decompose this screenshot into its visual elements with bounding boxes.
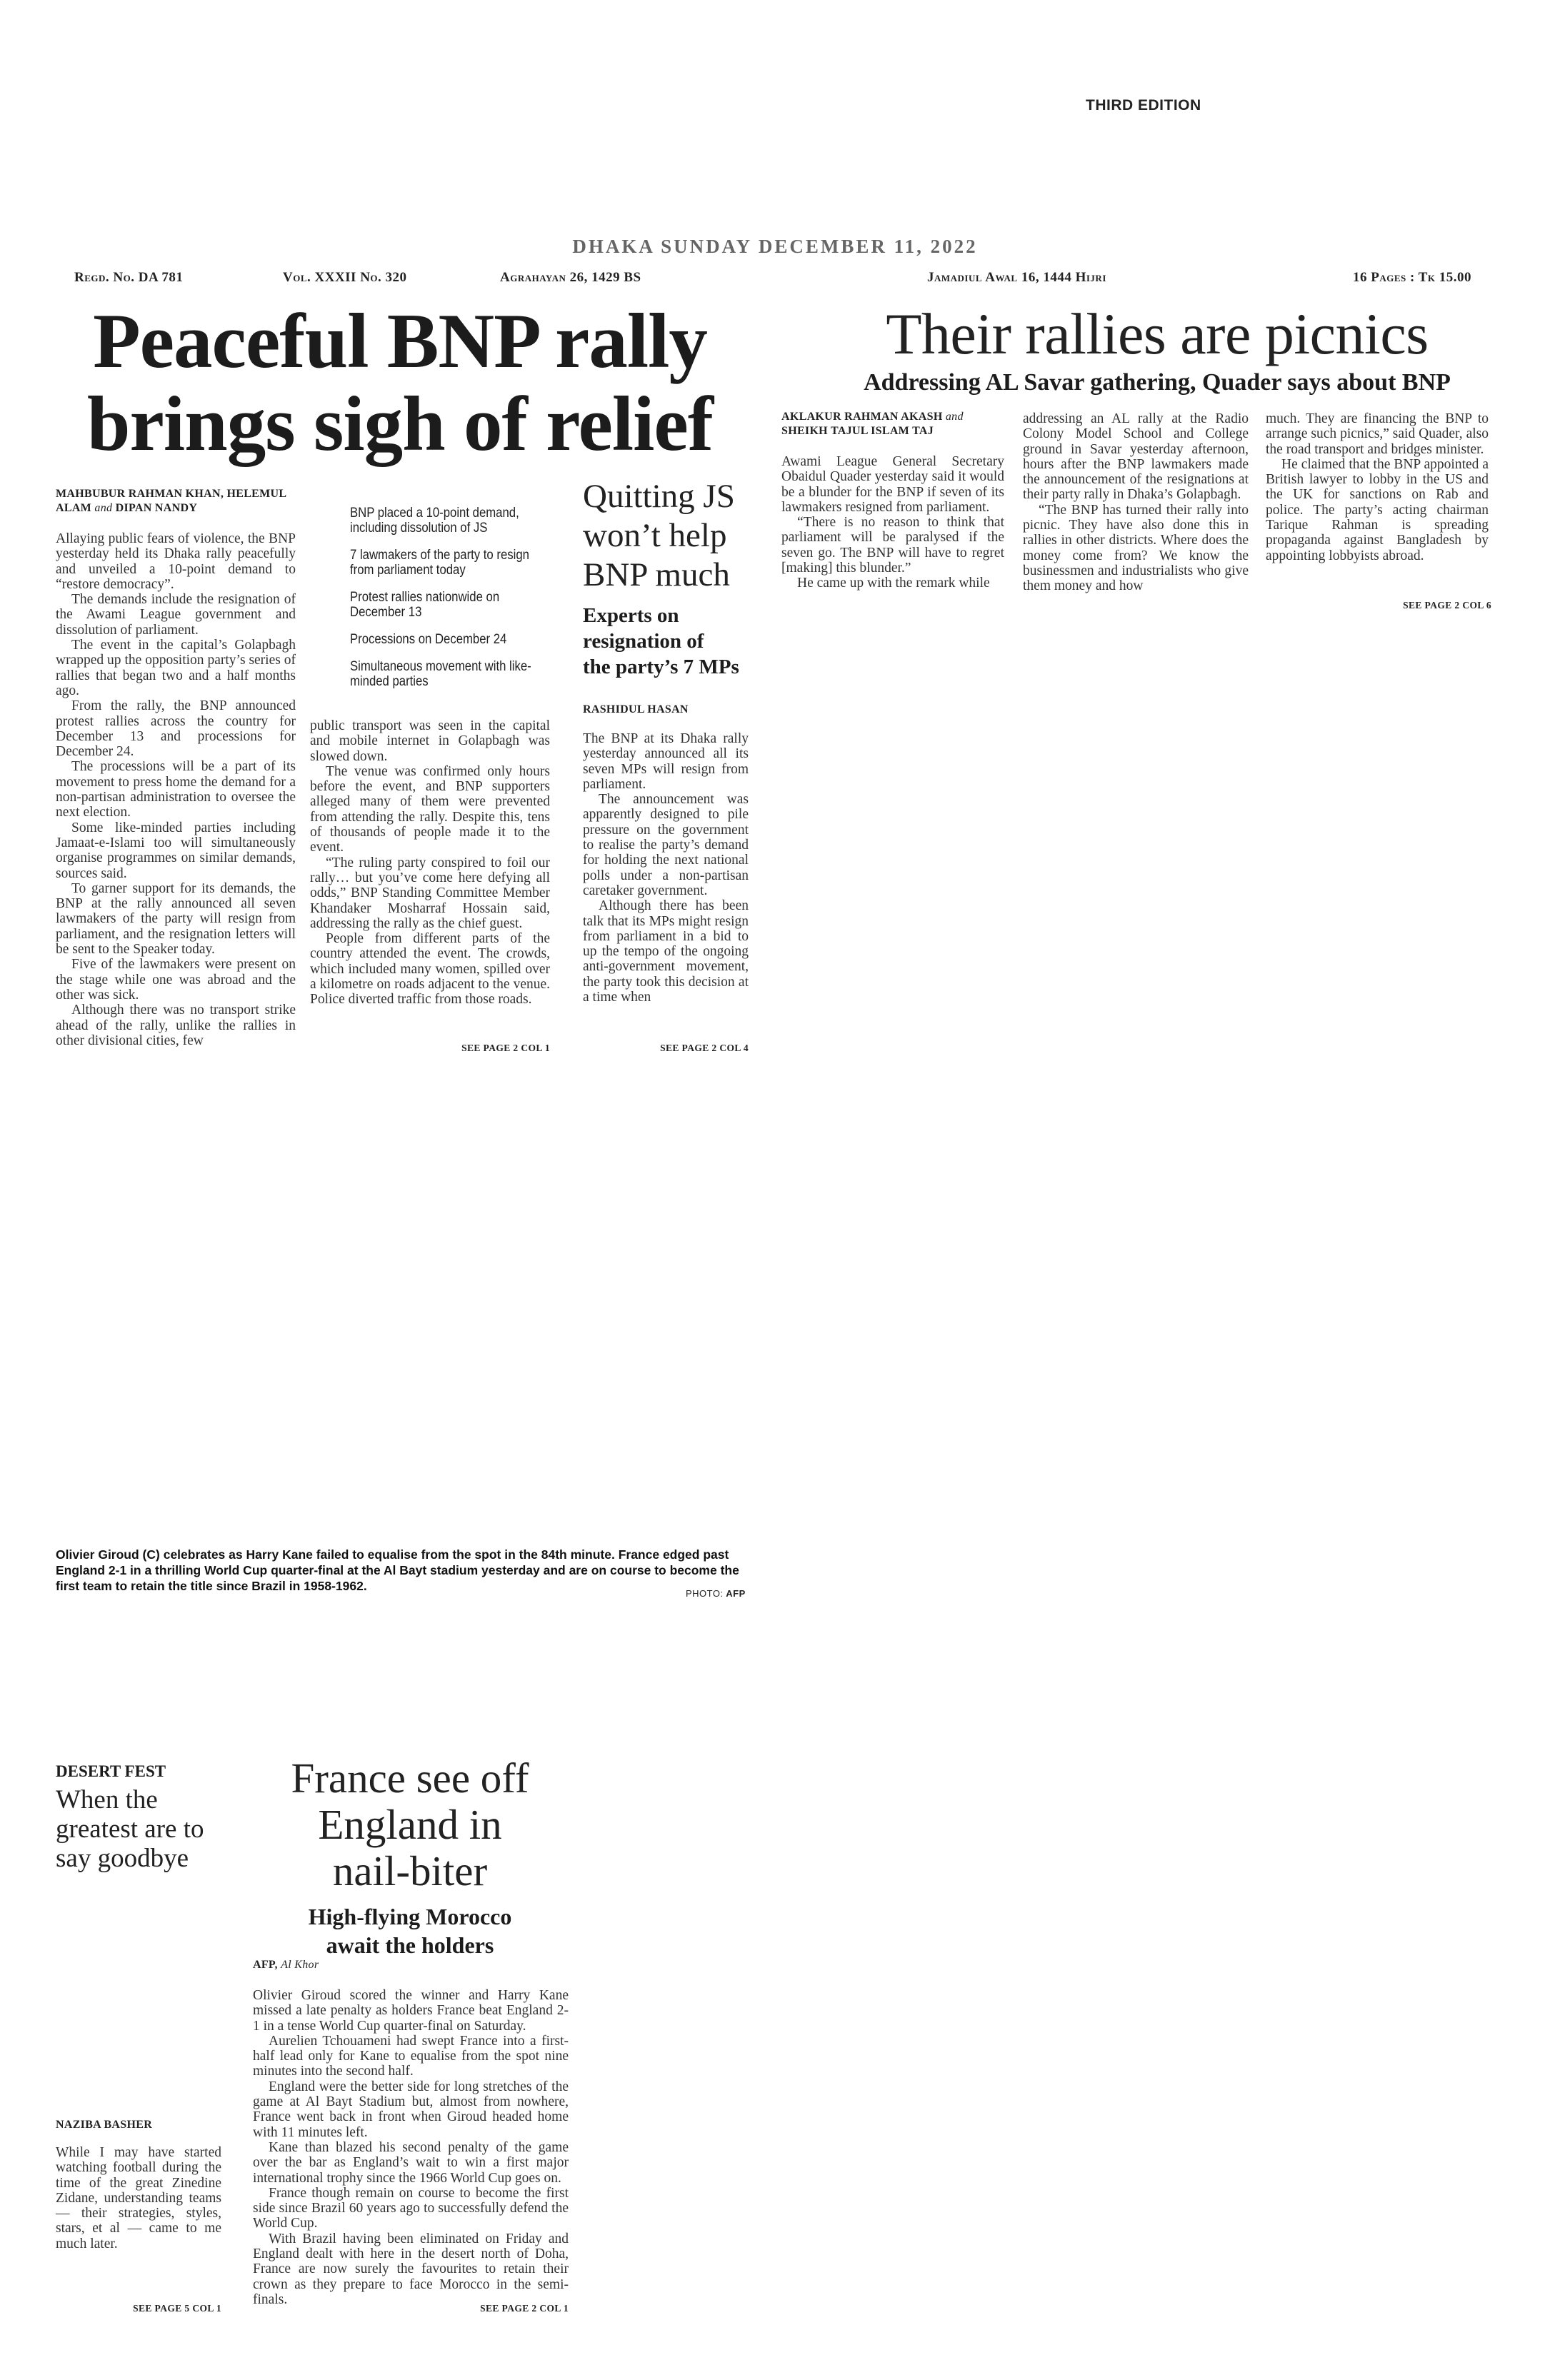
js-byline: RASHIDUL HASAN <box>583 703 689 715</box>
js-body <box>583 731 749 1005</box>
lead-byline-last: DIPAN NANDY <box>115 502 198 514</box>
js-jump-link[interactable]: SEE PAGE 2 COL 4 <box>660 1043 749 1053</box>
js-subhead-line: the party’s 7 MPs <box>583 656 739 678</box>
picnic-byline <box>781 410 1017 438</box>
picnic-subhead: Addressing AL Savar gathering, Quader says about BNP <box>864 369 1451 396</box>
lead-paragraph: The venue was confirmed only hours before the event, and BNP supporters alleged many of them were prevented from attending the rally. Despite this, tens of thousands of people made it to the event. <box>310 763 550 855</box>
lead-paragraph: To garner support for its demands, the BNP at the rally announced all seven lawmakers of the party will resign from parliament, and the resignation letters will be sent to the Speaker today. <box>56 880 296 958</box>
desert-fest-headline <box>56 1785 270 1873</box>
js-headline <box>583 477 761 595</box>
js-subhead-line: Experts on <box>583 604 679 627</box>
desert-fest-byline: NAZIBA BASHER <box>56 2119 153 2131</box>
js-subhead-line: resignation of <box>583 630 704 653</box>
france-jump-link[interactable]: SEE PAGE 2 COL 1 <box>480 2303 569 2314</box>
js-paragraph: Although there has been talk that its MPs might resign from parliament in a bid to up the tempo of the ongoing anti-government movement, the party took this decision at a time when <box>583 898 749 1005</box>
volume-number: Vol. XXXII No. 320 <box>283 270 407 285</box>
js-paragraph: The announcement was apparently designed to pile pressure on the government to realise the party’s demand for holding the next national polls under a non-partisan caretaker government. <box>583 792 749 898</box>
lead-byline-names: MAHBUBUR RAHMAN KHAN, HELEMUL ALAM <box>56 488 286 514</box>
highlight-item: Processions on December 24 <box>350 632 507 647</box>
france-subhead-line: High-flying Morocco <box>308 1904 512 1929</box>
picnic-paragraph: He claimed that the BNP appointed a British lawyer to lobby in the US and the UK for sanctions on Rab and police. The party’s acting chairman Tarique Rahman is spreading propaganda against Bangladesh by appointing lobbyists abroad. <box>1266 456 1489 563</box>
france-paragraph: Olivier Giroud scored the winner and Harry Kane missed a late penalty as holders France beat England 2-1 in a tense World Cup quarter-final on Saturday. <box>253 1988 569 2034</box>
lead-paragraph: Five of the lawmakers were present on the stage while one was abroad and the other was sick. <box>56 957 296 1003</box>
picnic-paragraph: addressing an AL rally at the Radio Colony Model School and College ground in Savar yesterday afternoon, hours after the BNP lawmakers made the announcement of the resignations at their party rally in Dhaka’s Golapbagh. <box>1023 411 1249 503</box>
lead-headline <box>29 300 771 466</box>
picnic-column-1 <box>781 454 1004 591</box>
lead-column-1 <box>56 531 296 1048</box>
france-paragraph: Kane than blazed his second penalty of the game over the bar as England’s wait to win a first major international trophy since the 1966 World Cup goes on. <box>253 2139 569 2186</box>
lead-byline <box>56 487 299 516</box>
photo-credit-source: AFP <box>726 1588 746 1599</box>
lead-paragraph: From the rally, the BNP announced protest rallies across the country for December 13 and processions for December 24. <box>56 698 296 760</box>
photo-credit <box>686 1588 746 1599</box>
dateline: DHAKA SUNDAY DECEMBER 11, 2022 <box>572 236 978 257</box>
lead-paragraph: The processions will be a part of its movement to press home the demand for a non-partisan administration to oversee the next election. <box>56 759 296 820</box>
france-headline <box>253 1755 567 1894</box>
france-headline-line: nail-biter <box>332 1847 488 1894</box>
highlight-item: 7 lawmakers of the party to resign from parliament today <box>350 548 529 578</box>
hijri-date: Jamadiul Awal 16, 1444 Hijri <box>927 270 1106 285</box>
picnic-byline-and: and <box>945 411 964 423</box>
lead-highlights-box <box>350 506 532 701</box>
france-paragraph: Aurelien Tchouameni had swept France into a first-half lead only for Kane to equalise from the spot nine minutes into the second half. <box>253 2033 569 2079</box>
photo-credit-label: PHOTO: <box>686 1588 724 1599</box>
lead-column-2 <box>310 718 550 1008</box>
desert-fest-paragraph: While I may have started watching football during the time of the great Zinedine Zidane, understanding teams — their strategies, styles, stars, et al — came to me much later. <box>56 2145 221 2251</box>
picnic-paragraph: He came up with the remark while <box>797 576 990 591</box>
lead-paragraph: The demands include the resignation of the Awami League government and dissolution of parliament. <box>56 592 296 638</box>
js-headline-line: won’t help <box>583 517 727 554</box>
france-body <box>253 1988 569 2307</box>
france-headline-line: England in <box>318 1801 502 1848</box>
lead-jump-link[interactable]: SEE PAGE 2 COL 1 <box>461 1043 550 1053</box>
desert-fest-kicker: DESERT FEST <box>56 1762 166 1780</box>
picnic-paragraph: much. They are financing the BNP to arrange such picnics,” said Quader, also the road transport and bridges minister. <box>1266 411 1489 457</box>
france-paragraph: With Brazil having been eliminated on Friday and England dealt with here in the desert north of Doha, France are now surely the favourites to retain their crown as they prepare to face Morocco in the semi-finals. <box>253 2231 569 2307</box>
edition-label: THIRD EDITION <box>1086 97 1201 114</box>
pages-price: 16 Pages : Tk 15.00 <box>1353 270 1472 285</box>
desert-fest-headline-line: greatest are to <box>56 1814 204 1844</box>
lead-headline-line-2: brings sigh of relief <box>86 381 714 467</box>
bangla-date: Agrahayan 26, 1429 BS <box>500 270 641 285</box>
picnic-column-2 <box>1023 411 1249 594</box>
picnic-headline: Their rallies are picnics <box>886 301 1429 366</box>
france-paragraph: England were the better side for long stretches of the game at Al Bayt Stadium but, almost from nowhere, France went back in front when Giroud headed home with 11 minutes left. <box>253 2079 569 2140</box>
picnic-paragraph: “There is no reason to think that parliament will be paralysed if the seven go. The BNP will have to regret [making] this blunder.” <box>781 515 1004 576</box>
lead-byline-and: and <box>94 502 113 514</box>
picnic-byline-second: SHEIKH TAJUL ISLAM TAJ <box>781 425 934 437</box>
desert-fest-jump-link[interactable]: SEE PAGE 5 COL 1 <box>133 2303 221 2314</box>
lead-paragraph: “The ruling party conspired to foil our rally… but you’ve come here defying all odds,” BNP Standing Committee Member Khandaker Mosharraf Hossain said, addressing the rally as the chief guest. <box>310 855 550 931</box>
picnic-paragraph: Awami League General Secretary Obaidul Quader yesterday said it would be a blunder for the BNP if seven of its lawmakers resigned from parliament. <box>781 454 1004 515</box>
picnic-paragraph: “The BNP has turned their rally into picnic. They have also done this in rallies in other districts. Where does the money come from? We know the businessmen and industrialists who give them money and how <box>1023 502 1249 594</box>
desert-fest-headline-line: say goodbye <box>56 1844 189 1873</box>
picnic-jump-link[interactable]: SEE PAGE 2 COL 6 <box>1403 600 1491 611</box>
highlight-item: BNP placed a 10-point demand, including dissolution of JS <box>350 506 519 536</box>
france-subhead-line: await the holders <box>326 1932 494 1958</box>
desert-fest-headline-line: When the <box>56 1785 158 1814</box>
france-paragraph: France though remain on course to become the first side since Brazil 60 years ago to successfully defend the World Cup. <box>253 2185 569 2231</box>
lead-paragraph: public transport was seen in the capital and mobile internet in Golapbagh was slowed down. <box>310 718 550 764</box>
highlight-item: Protest rallies nationwide on December 13 <box>350 590 500 620</box>
france-byline-dateline: Al Khor <box>281 1959 319 1971</box>
lead-paragraph: People from different parts of the country attended the event. The crowds, which included many women, spilled over a kilometre on roads adjacent to the venue. Police diverted traffic from those roads. <box>310 931 550 1008</box>
picnic-byline-first: AKLAKUR RAHMAN AKASH <box>781 411 943 423</box>
lead-headline-line-1: Peaceful BNP rally <box>93 298 707 384</box>
desert-fest-body <box>56 2145 221 2251</box>
lead-paragraph: Some like-minded parties including Jamaat-e-Islami too will simultaneously organise programmes on similar demands, sources said. <box>56 820 296 881</box>
france-subhead <box>253 1902 567 1959</box>
lead-paragraph: The event in the capital’s Golapbagh wrapped up the opposition party’s series of rallies that began two and a half months ago. <box>56 638 296 698</box>
lead-paragraph: Allaying public fears of violence, the BNP yesterday held its Dhaka rally peacefully and unveiled a 10-point demand to “restore democracy”. <box>56 531 296 592</box>
js-headline-line: BNP much <box>583 556 730 593</box>
picnic-column-3 <box>1266 411 1489 563</box>
js-subhead <box>583 603 769 680</box>
france-byline <box>253 1958 319 1972</box>
lead-paragraph: Although there was no transport strike ahead of the rally, unlike the rallies in other divisional cities, few <box>56 1003 296 1048</box>
highlight-item: Simultaneous movement with like-minded parties <box>350 659 531 689</box>
registration-number: Regd. No. DA 781 <box>74 270 184 285</box>
france-byline-agency: AFP, <box>253 1959 278 1971</box>
france-headline-line: France see off <box>291 1754 529 1802</box>
js-paragraph: The BNP at its Dhaka rally yesterday announced all its seven MPs will resign from parliament. <box>583 731 749 792</box>
photo-caption: Olivier Giroud (C) celebrates as Harry Kane failed to equalise from the spot in the 84th minute. France edged past England 2-1 in a thrilling World Cup quarter-final at the Al Bayt stadium yesterday and are on course to become the first team to retain the title since Brazil in 1958-1962. <box>56 1547 739 1593</box>
js-headline-line: Quitting JS <box>583 478 735 515</box>
